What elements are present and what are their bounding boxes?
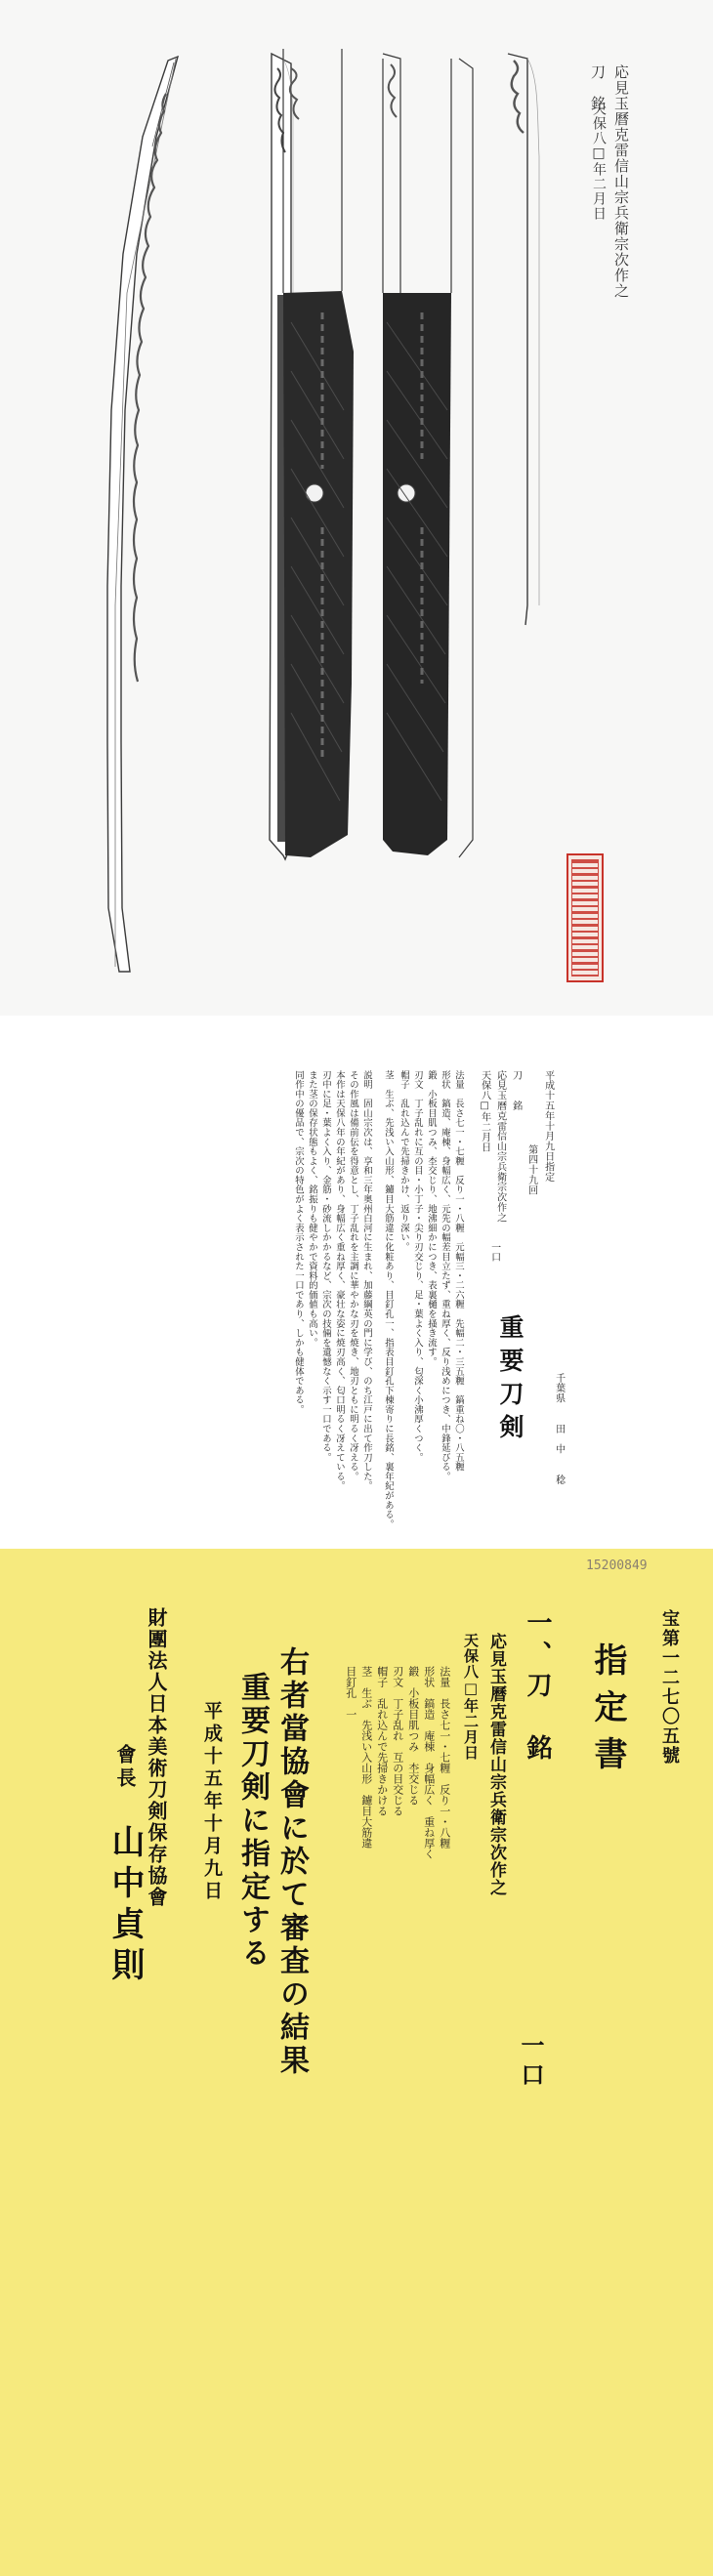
detail-column: 茎 生ぶ 先浅い入山形 鑢目大筋違 xyxy=(359,1666,373,1849)
item-mei-front: 応見玉曆克雷信山宗兵衛宗次作之 xyxy=(486,1633,506,1896)
text-column: 茎 生ぶ、先浅い入山形、鑢目大筋違に化粧あり、目釘孔一、指表目釘孔下棟寄りに長銘、裏年紀がある。 xyxy=(382,1070,394,1529)
detail-column: 法量 長さ七一・七糎 反り一・八糎 xyxy=(438,1666,451,1849)
detail-column: 形状 鎬造 庵棟 身幅広く 重ね厚く xyxy=(422,1666,436,1859)
text-column: 鍛 小板目肌つみ、杢交じり、地沸細かにつき、表裏樋を掻き流す。 xyxy=(425,1070,437,1367)
certificate-page xyxy=(0,1549,713,2576)
result-line: 右者當協會に於て審査の結果 xyxy=(274,1646,309,2078)
signer-name: 山中貞則 xyxy=(105,1824,145,1988)
red-seal-stamp xyxy=(566,853,604,982)
session-number: 第四十九回 xyxy=(525,1144,537,1195)
author: 千葉県 田 中 稔 xyxy=(553,1373,565,1485)
organization-name: 財團法人日本美術刀剣保存協會 xyxy=(145,1607,168,1908)
designation-line: 重要刀剣に指定する xyxy=(235,1672,270,1971)
oshigata-page xyxy=(0,0,713,1021)
designation-date: 平成十五年十月九日指定 xyxy=(542,1070,554,1183)
text-column: また茎の保存状態もよく、銘振りも健やかで資料的価値も高い。 xyxy=(306,1070,317,1348)
item-count: 一口 xyxy=(488,1242,500,1263)
text-column: その作風は備前伝を得意とし、丁子乱れを主調に華やかな刃を焼き、地刃ともに明るく冴える。 xyxy=(347,1070,358,1481)
signer-role: 會長 xyxy=(113,1744,137,1791)
blade-back xyxy=(508,54,539,625)
detail-column: 刃文 丁子乱れ 互の目交じる xyxy=(391,1666,404,1816)
text-column: 帽子 乱れ込んで先掃きかけ、返り深い。 xyxy=(398,1070,409,1253)
oshigata-head-label: 刀 銘 xyxy=(589,64,607,111)
detail-column: 帽子 乱れ込んで先掃きかける xyxy=(375,1666,389,1816)
sword-label: 刀 銘 xyxy=(510,1070,522,1111)
serial-number: 15200849 xyxy=(586,1558,648,1573)
item-count: 一口 xyxy=(517,2033,545,2092)
detail-column: 鍛 小板目肌つみ 杢交じる xyxy=(406,1666,420,1806)
item-mei-back: 天保八□年二月日 xyxy=(462,1633,480,1761)
tang-front xyxy=(283,49,354,857)
blade-outline-left xyxy=(107,57,178,972)
certificate-date: 平成十五年十月九日 xyxy=(201,1701,223,1903)
tang-back xyxy=(383,54,473,857)
oshigata-mei-back: 天保八□年二月日 xyxy=(591,102,607,221)
oshigata-mei-front: 応見玉曆克雷信山宗兵衛宗次作之 xyxy=(612,64,630,299)
detail-column: 目釘孔 一 xyxy=(344,1666,357,1720)
text-column: 本作は天保八年の年紀があり、身幅広く重ね厚く、豪壮な姿に焼刃高く、匂口明るく冴えている。 xyxy=(333,1070,345,1491)
text-column: 刃中に足・葉よく入り、金筋・砂流しかかるなど、宗次の技倆を遺憾なく示す一口である。 xyxy=(319,1070,331,1463)
text-column: 法量 長さ七一・七糎 反り一・八糎 元幅三・二六糎 先幅二・三五糎 鎬重ね〇・八五糎 xyxy=(452,1070,464,1473)
mei-front: 応見玉曆克雷信山宗兵衛宗次作之 xyxy=(494,1070,506,1223)
item-label: 一、刀 銘 xyxy=(523,1609,552,1766)
description-page xyxy=(0,1021,713,1549)
text-column: 説明 固山宗次は、享和三年奥州白河に生まれ、加藤綱英の門に学び、のち江戸に出て作刀した。 xyxy=(360,1070,372,1491)
text-column: 同作中の優品で、宗次の特色がよく表示された一口であり、しかも健体である。 xyxy=(292,1070,304,1415)
page-title: 重要刀剣 xyxy=(496,1314,524,1447)
certificate-number: 宝第一二七〇五號 xyxy=(659,1609,680,1766)
text-column: 刃文 丁子乱れに互の目・小丁子・尖り刃交じり、足・葉よく入り、匂深く小沸厚くつく。 xyxy=(411,1070,423,1463)
text-column: 形状 鎬造、庵棟、身幅広く、元先の幅差目立たず、重ね厚く、反り浅めにつき、中鋒延びる。 xyxy=(439,1070,450,1481)
mei-back: 天保八□年二月日 xyxy=(479,1070,490,1153)
certificate-title: 指定書 xyxy=(588,1642,627,1783)
